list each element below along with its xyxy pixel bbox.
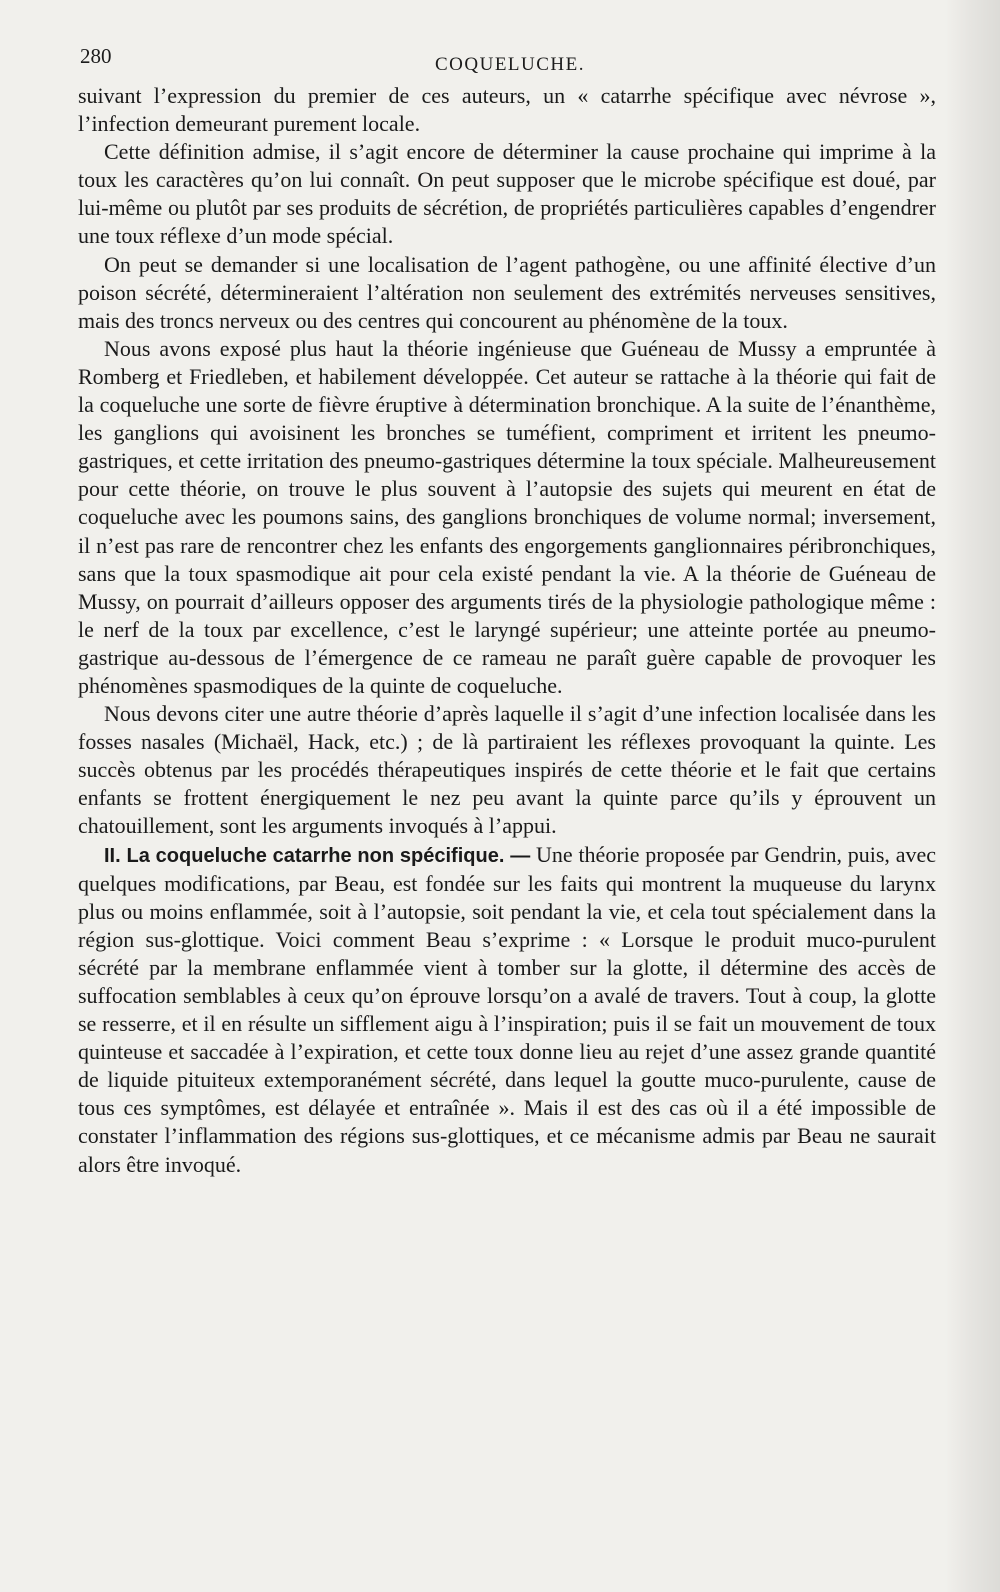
paragraph-2 <box>78 138 936 250</box>
paragraph-1 <box>78 82 936 138</box>
page-number: 280 <box>80 44 112 68</box>
running-title: COQUELUCHE. <box>434 54 586 75</box>
paragraph-3 <box>78 251 936 335</box>
page-header <box>80 44 940 78</box>
paragraph-text: Cette définition admise, il s’agit encore de déterminer la cause prochaine qui imprime à la toux les caractères qu’on lui connaît. On peut supposer que le microbe spécifique est doué, par lui-même ou plutôt par ses produits de sécrétion, de propriétés particulières capables d’engendrer une toux réflexe d’un mode spécial. <box>78 139 936 249</box>
paragraph-5 <box>78 700 936 840</box>
paragraph-text: Une théorie proposée par Gendrin, puis, avec quelques modifications, par Beau, est fondée sur les faits qui montrent la muqueuse du larynx plus ou moins enflammée, soit à l’autopsie, soit pendant la vie, et cela tout spécialement dans la région sus-glottique. Voici comment Beau s’exprime : « Lorsque le produit muco-purulent sécrété par la membrane enflammée vient à tomber sur la glotte, il détermine des accès de suffocation semblables à ceux qu’on éprouve lorsqu’on a avalé de travers. Tout à coup, la glotte se resserre, et il en résulte un sifflement aigu à l’inspiration; puis il se fait un mouvement de toux quinteuse et saccadée à l’expiration, et cette toux donne lieu au rejet d’une assez grande quantité de liquide pituiteux extemporanément sécrété, dans lequel la goutte muco-purulente, cause de tous ces symptômes, est délayée et entraînée ». Mais il est des cas où il a été impossible de constater l’inflammation des régions sus-glottiques, et ce mécanisme admis par Beau ne saurait alors être invoqué. <box>78 841 936 1177</box>
paragraph-6 <box>78 841 936 1179</box>
body-text <box>78 82 936 1179</box>
paragraph-text: suivant l’expression du premier de ces auteurs, un « catarrhe spécifique avec névrose », l’infection demeurant purement locale. <box>78 83 936 137</box>
section-heading: II. La coqueluche catarrhe non spécifique. — <box>104 844 531 867</box>
paragraph-4 <box>78 335 936 700</box>
paragraph-text: Nous devons citer une autre théorie d’après laquelle il s’agit d’une infection localisée dans les fosses nasales (Michaël, Hack, etc.) ; de là partiraient les réflexes provoquant la quinte. Les succès obtenus par les procédés thérapeutiques inspirés de cette théorie et le fait que certains enfants se frottent énergiquement le nez peu avant la quinte parce qu’ils y éprouvent un chatouillement, sont les arguments invoqués à l’appui. <box>78 701 936 839</box>
paragraph-text: On peut se demander si une localisation de l’agent pathogène, ou une affinité élective d’un poison sécrété, détermineraient l’altération non seulement des extrémités nerveuses sensitives, mais des troncs nerveux ou des centres qui concourent au phénomène de la toux. <box>78 251 936 333</box>
paragraph-text: Nous avons exposé plus haut la théorie ingénieuse que Guéneau de Mussy a empruntée à Romberg et Friedleben, et habilement développée. Cet auteur se rattache à la théorie qui fait de la coqueluche une sorte de fièvre éruptive à détermination bronchique. A la suite de l’énanthème, les ganglions qui avoisinent les bronches se tuméfient, compriment et irritent les pneumo-gastriques, et cette irritation des pneumo-gastriques détermine la toux spéciale. Malheureusement pour cette théorie, on trouve le plus souvent à l’autopsie des sujets qui meurent en état de coqueluche avec les poumons sains, des ganglions bronchiques de volume normal; inversement, il n’est pas rare de rencontrer chez les enfants des engorgements ganglionnaires péribronchiques, sans que la toux spasmodique ait pour cela existé pendant la vie. A la théorie de Guéneau de Mussy, on pourrait d’ailleurs opposer des arguments tirés de la physiologie pathologique même : le nerf de la toux par excellence, c’est le laryngé supérieur; une atteinte portée au pneumo-gastrique au-dessous de l’émergence de ce rameau ne paraît guère capable de provoquer les phénomènes spasmodiques de la quinte de coqueluche. <box>78 335 936 698</box>
